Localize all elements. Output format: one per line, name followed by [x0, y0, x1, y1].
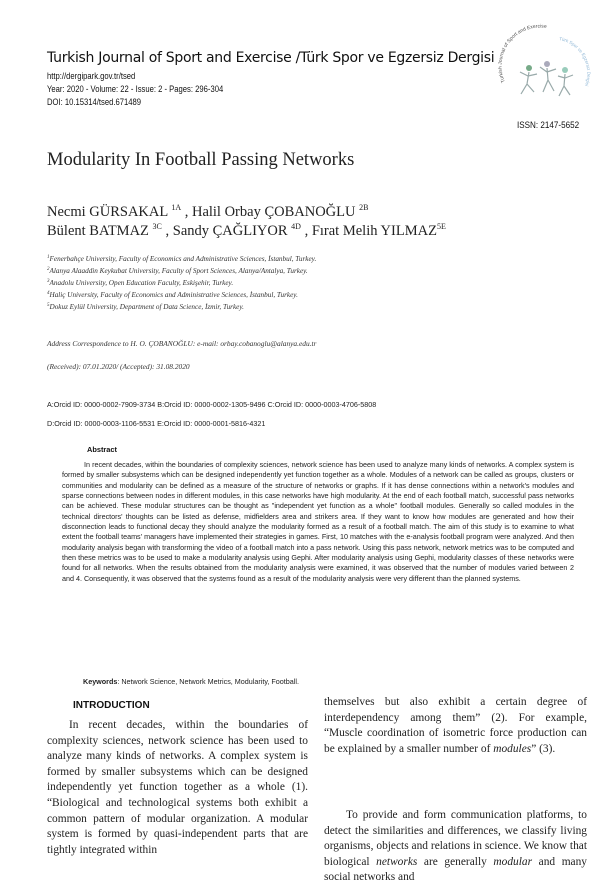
- svg-text:Turkish Journal of Sport and E: [497, 23, 547, 83]
- received-accepted-dates: (Received): 07.01.2020/ (Accepted): 31.08.2020: [47, 362, 190, 371]
- author-name: Halil Orbay ÇOBANOĞLU: [191, 204, 356, 220]
- author-sup: 5E: [436, 222, 446, 231]
- authors-line-1: Necmi GÜRSAKAL $^{1A}$ , Halil Orbay ÇOBANOĞLU $^{2B}$: [47, 203, 369, 220]
- logo-figures-icon: [520, 61, 573, 96]
- author-name: Necmi GÜRSAKAL: [47, 204, 168, 220]
- authors-line-2: Bülent BATMAZ $^{3C}$ , Sandy ÇAĞLIYOR $^{4D}$ , Fırat Melih $YILMAZ^{5E}$: [47, 222, 446, 239]
- volume-info: Year: 2020 - Volume: 22 - Issue: 2 - Pages: 296-304: [47, 84, 224, 94]
- keywords-label: Keywords: [83, 677, 118, 686]
- abstract-text: In recent decades, within the boundaries of complexity sciences, network science has been used to analyze many kinds of networks. A complex system is formed by smaller subsystems which can be designed independently yet function together as a whole. Modules of a network can be called as groups, clusters or communities and modularity can be defined as a measure of the structure of networks or graphs. If it has dense connections within a network's modules and sparse connections between nodes in different modules, in this case networks have high modularity. At the end of each football match, successful pass networks can be achieved. These modular structures can be thought as "independent yet function as a whole" football modules. Generally so called modules in the technical directors' thoughts can be listed as defense, midfielders area and strikers area. If they want to know how modules are generated and how their disconnection leads to functional decay they should analyze the modularity formed as a result of a football match. The aim of this study is to examine to what extent the football teams' managers have implemented their strategies in games. First, 10 matches with the e-analysis football program were analyzed. And then modularity analysis began with transforming the video of a football match into a pass network. Using this pass network, network metrics was to be computed and then these metrics was to be used to make a modularity analysis using Gephi. After modularity analysis using Gephi, modularity classes of these networks were found for all networks. When the results obtained from the modularity analysis were examined, it was observed that the number of modules varied between 2 and 4. Consequently, it was observed that the systems found as a result of the modularity analysis were very different than the planned systems.: [62, 460, 574, 583]
- author-name: Sandy ÇAĞLIYOR: [172, 223, 288, 239]
- keywords: [83, 677, 299, 686]
- introduction-heading: INTRODUCTION: [73, 700, 150, 711]
- author-sup: 3C: [152, 222, 162, 231]
- author-name: Fırat Melih YILMAZ: [311, 223, 437, 239]
- logo-text-inner: Türk Spor ve Egzersiz Dergisi: [558, 36, 592, 87]
- abstract-heading: Abstract: [87, 445, 117, 454]
- author-sup: 2B: [359, 203, 369, 212]
- journal-url[interactable]: http://dergipark.gov.tr/tsed: [47, 71, 136, 81]
- issn: ISSN: 2147-5652: [517, 120, 580, 130]
- author-name: Bülent BATMAZ: [47, 223, 149, 239]
- article-title: Modularity In Football Passing Networks: [47, 150, 355, 170]
- doi: DOI: 10.15314/tsed.671489: [47, 97, 142, 107]
- journal-title: Turkish Journal of Sport and Exercise /Türk Spor ve Egzersiz Dergisi: [47, 50, 495, 66]
- intro-column-1: In recent decades, within the boundaries of complexity sciences, network science has been used to analyze many kinds of networks. A complex system is formed by smaller subsystems which can be designed independently yet function together as a whole (1). “Biological and technological systems both exhibit a common pattern of modular organization. A modular system is formed by quasi-independent parts that are tightly integrated within: [47, 719, 308, 856]
- affiliation: $^5$Dokuz Eylül University, Department of Data Science, İzmir, Turkey.: [47, 303, 244, 311]
- author-sup: 4D: [291, 222, 301, 231]
- logo-text-outer: Turkish Journal of Sport and Exercise: [497, 23, 547, 84]
- journal-logo: [487, 20, 597, 120]
- orcid-line-1: A:Orcid ID: 0000-0002-7909-3734 B:Orcid ID: 0000-0002-1305-9496 C:Orcid ID: 0000-0003-4706-5808: [47, 400, 377, 409]
- affiliation: $^2$Alanya Alaaddin Keykubat University, Faculty of Sport Sciences, Alanya/Antalya, Turkey.: [47, 267, 308, 275]
- author-sup: 1A: [171, 203, 182, 212]
- affiliation: $^4$Haliç University, Faculty of Economics and Administrative Sciences, İstanbul, Turkey.: [47, 291, 298, 299]
- svg-text:Türk Spor ve Egzersiz Dergisi: [559, 36, 592, 87]
- orcid-line-2: D:Orcid ID: 0000-0003-1106-5531 E:Orcid ID: 0000-0001-5816-4321: [47, 419, 266, 428]
- intro-column-2-para-2: To provide and form communication platforms, to detect the similarities and differences, we classify living organisms, objects and relations in science. We know that biological networks are generally modular and many social networks and: [324, 809, 588, 884]
- affiliation: $^3$Anadolu University, Open Education Faculty, Eskişehir, Turkey.: [47, 279, 234, 287]
- intro-column-2-para-1: themselves but also exhibit a certain degree of interdependency among them” (2). For example, “Muscle coordination of isometric force production can be explained by a smaller number of modules” (3).: [324, 696, 587, 755]
- correspondence: Address Correspondence to H. O. ÇOBANOĞLU: e-mail: orbay.cobanoglu@alanya.edu.tr: [47, 339, 317, 348]
- keywords-text: : Network Science, Network Metrics, Modularity, Football.: [117, 677, 299, 686]
- affiliation: $^1$Fenerbahçe University, Faculty of Economics and Administrative Sciences, İstanbul, Turkey.: [47, 255, 317, 263]
